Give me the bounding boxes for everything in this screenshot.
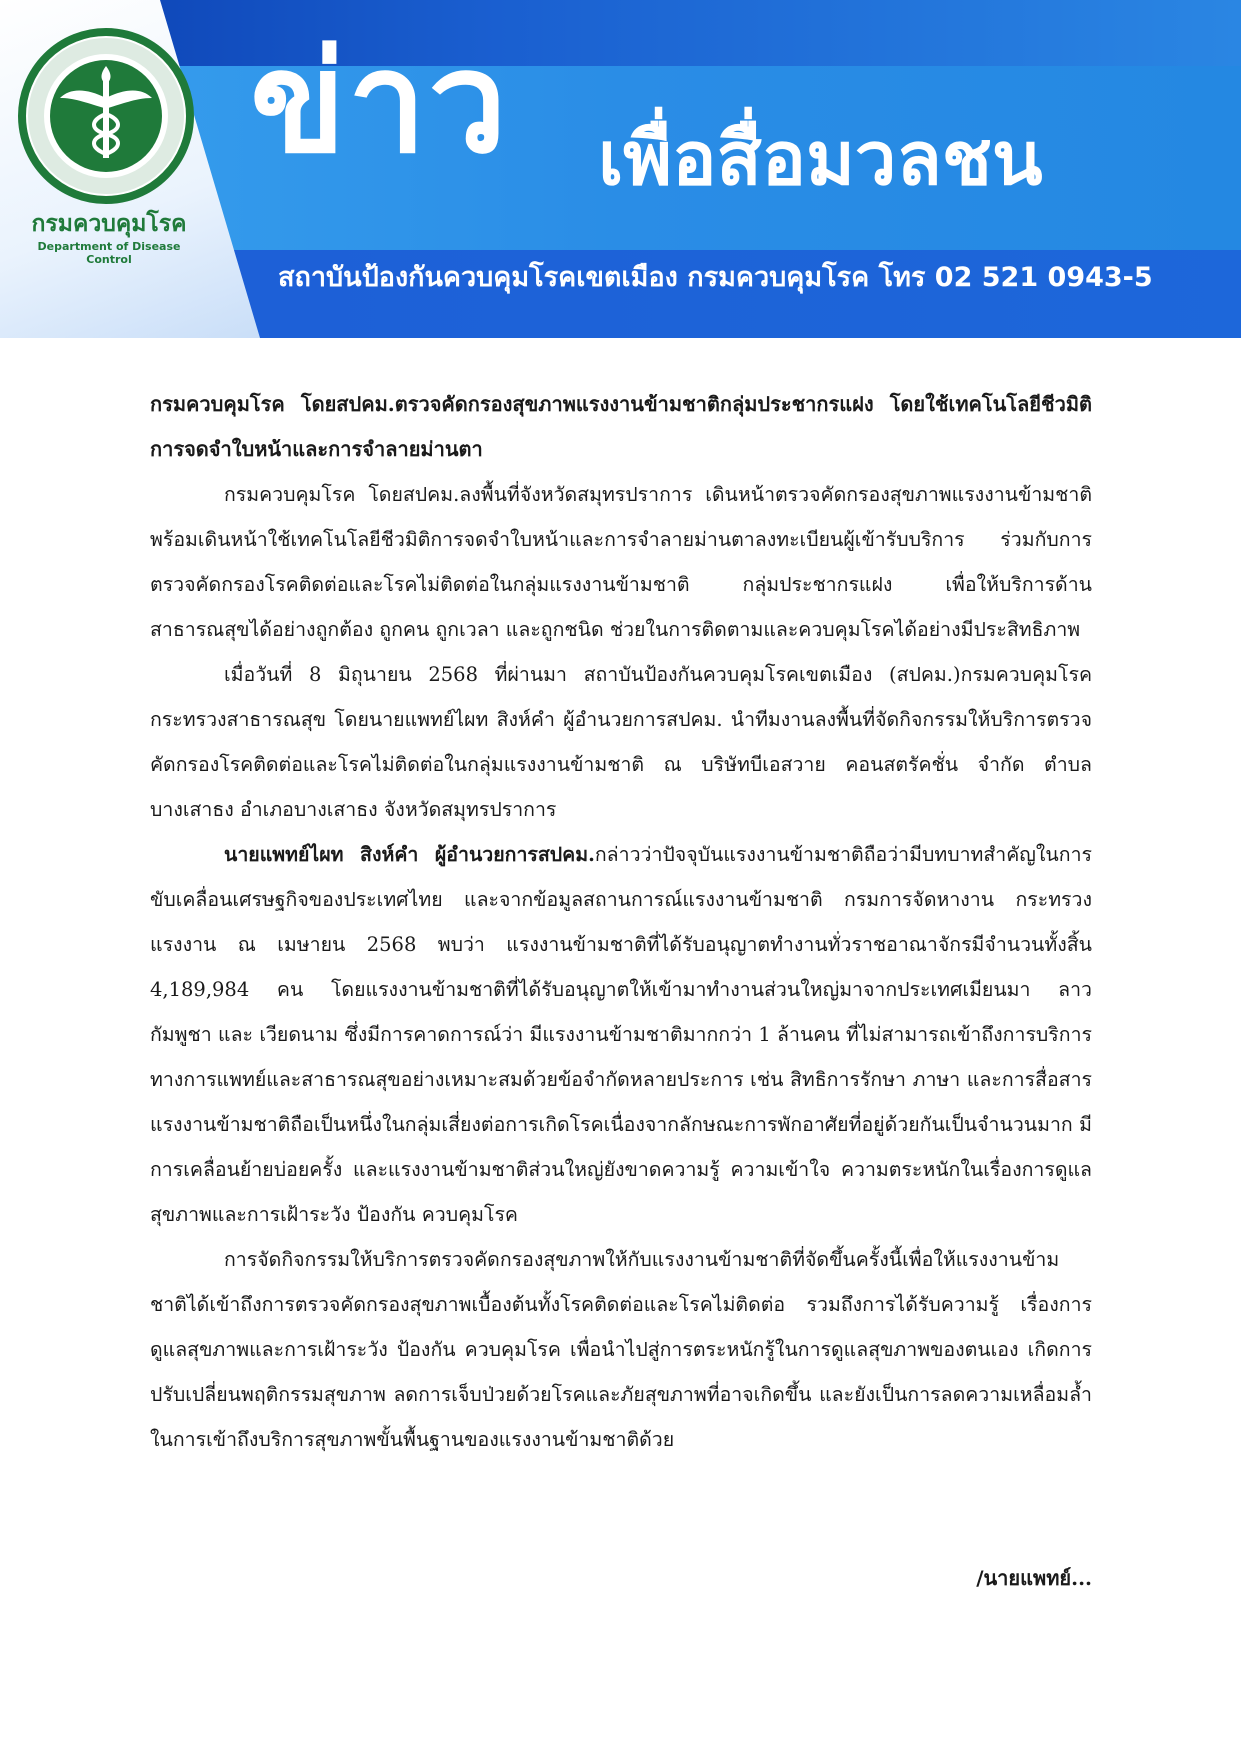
article-paragraph-3-text: กล่าวว่าปัจจุบันแรงงานข้ามชาติถือว่ามีบทบาทสำคัญในการขับเคลื่อนเศรษฐกิจของประเทศไทย และจากข้อมูลสถานการณ์แรงงานข้ามชาติ กรมการจัดหางาน กระทรวงแรงงาน ณ เมษายน 2568 พบว่า แรงงานข้ามชาติที่ได้รับอนุญาตทำงานทั่วราชอาณาจักรมีจำนวนทั้งสิ้น 4,189,984 คน โดยแรงงานข้ามชาติที่ได้รับอนุญาตให้เข้ามาทำงานส่วนใหญ่มาจากประเทศเมียนมา ลาว กัมพูชา และ เวียดนาม ซึ่งมีการคาดการณ์ว่า มีแรงงานข้ามชาติมากกว่า 1 ล้านคน ที่ไม่สามารถเข้าถึงการบริการทางการแพทย์และสาธารณสุขอย่างเหมาะสมด้วยข้อจำกัดหลายประการ เช่น สิทธิการรักษา ภาษา และการสื่อสาร แรงงานข้ามชาติถือเป็นหนึ่งในกลุ่มเสี่ยงต่อการเกิดโรคเนื่องจากลักษณะการพักอาศัยที่อยู่ด้วยกันเป็นจำนวนมาก มีการเคลื่อนย้ายบ่อยครั้ง และแรงงานข้ามชาติส่วนใหญ่ยังขาดความรู้ ความเข้าใจ ความตระหนักในเรื่องการดูแลสุขภาพและการเฝ้าระวัง ป้องกัน ควบคุมโรค <box>150 843 1092 1226</box>
continued-marker: /นายแพทย์... <box>976 1566 1092 1590</box>
department-name-thai: กรมควบคุมโรค <box>31 211 187 237</box>
banner-top-band <box>0 0 1241 66</box>
article-paragraph-4: การจัดกิจกรรมให้บริการตรวจคัดกรองสุขภาพให้กับแรงงานข้ามชาติที่จัดขึ้นครั้งนี้เพื่อให้แรงงานข้ามชาติได้เข้าถึงการตรวจคัดกรองสุขภาพเบื้องต้นทั้งโรคติดต่อและโรคไม่ติดต่อ รวมถึงการได้รับความรู้ เรื่องการดูแลสุขภาพและการเฝ้าระวัง ป้องกัน ควบคุมโรค เพื่อนำไปสู่การตระหนักรู้ในการดูแลสุขภาพของตนเอง เกิดการปรับเปลี่ยนพฤติกรรมสุขภาพ ลดการเจ็บป่วยด้วยโรคและภัยสุขภาพที่อาจเกิดขึ้น และยังเป็นการลดความเหลื่อมล้ำในการเข้าถึงบริการสุขภาพขั้นพื้นฐานของแรงงานข้ามชาติด้วย <box>150 1248 1092 1451</box>
banner-title-sub: เพื่อสื่อมวลชน <box>598 116 1043 202</box>
article-paragraph-3 <box>150 832 1092 1237</box>
caduceus-icon <box>26 36 186 196</box>
article-paragraph-2: เมื่อวันที่ 8 มิถุนายน 2568 ที่ผ่านมา สถาบันป้องกันควบคุมโรคเขตเมือง (สปคม.)กรมควบคุมโรค กระทรวงสาธารณสุข โดยนายแพทย์ไผท สิงห์คำ ผู้อำนวยการสปคม. นำทีมงานลงพื้นที่จัดกิจกรรมให้บริการตรวจคัดกรองโรคติดต่อและโรคไม่ติดต่อในกลุ่มแรงงานข้ามชาติ ณ บริษัทบีเอสวาย คอนสตรัคชั่น จำกัด ตำบลบางเสาธง อำเภอบางเสาธง จังหวัดสมุทรปราการ <box>150 663 1092 821</box>
banner-title-main: ข่าว <box>250 22 509 185</box>
department-name-english: Department of Disease Control <box>37 240 181 266</box>
ministry-logo <box>18 28 194 204</box>
article-paragraph-1: กรมควบคุมโรค โดยสปคม.ลงพื้นที่จังหวัดสมุทรปราการ เดินหน้าตรวจคัดกรองสุขภาพแรงงานข้ามชาติ พร้อมเดินหน้าใช้เทคโนโลยีชีวมิติการจดจำใบหน้าและการจำลายม่านตาลงทะเบียนผู้เข้ารับบริการ ร่วมกับการตรวจคัดกรองโรคติดต่อและโรคไม่ติดต่อในกลุ่มแรงงานข้ามชาติ กลุ่มประชากรแฝง เพื่อให้บริการด้านสาธารณสุขได้อย่างถูกต้อง ถูกคน ถูกเวลา และถูกชนิด ช่วยในการติดตามและควบคุมโรคได้อย่างมีประสิทธิภาพ <box>150 483 1092 641</box>
banner-contact-line: สถาบันป้องกันควบคุมโรคเขตเมือง กรมควบคุมโรค โทร 02 521 0943-5 <box>278 262 1153 293</box>
header-banner <box>0 0 1241 338</box>
director-name-bold: นายแพทย์ไผท สิงห์คำ ผู้อำนวยการสปคม. <box>224 843 595 866</box>
article-headline: กรมควบคุมโรค โดยสปคม.ตรวจคัดกรองสุขภาพแรงงานข้ามชาติกลุ่มประชากรแฝง โดยใช้เทคโนโลยีชีวมิติการจดจำใบหน้าและการจำลายม่านตา <box>150 392 1092 461</box>
article-body <box>150 382 1092 1462</box>
